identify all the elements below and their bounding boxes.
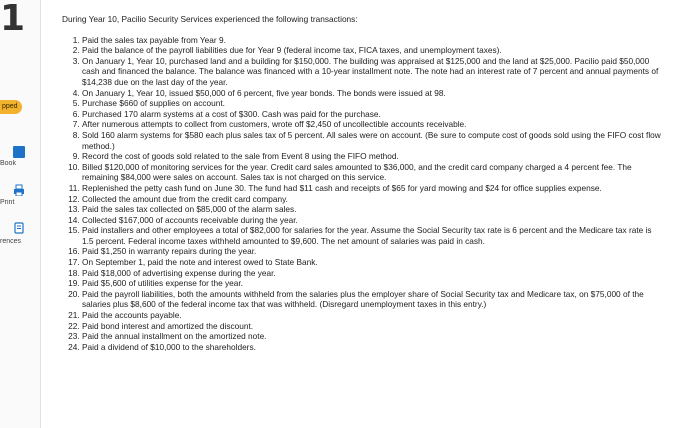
sidebar-divider [40,0,41,428]
list-item: 6. Purchased 170 alarm systems at a cost of $300. Cash was paid for the purchase. [82,109,662,120]
list-item: 1. Paid the sales tax payable from Year 9. [82,35,662,46]
list-item: 22. Paid bond interest and amortized the discount. [82,321,662,332]
list-item: 17. On September 1, paid the note and interest owed to State Bank. [82,257,662,268]
book-icon[interactable] [13,146,25,158]
list-item: 14. Collected $167,000 of accounts receivable during the year. [82,215,662,226]
print-icon[interactable] [13,184,25,196]
list-item: 5. Purchase $660 of supplies on account. [82,98,662,109]
list-item: 16. Paid $1,250 in warranty repairs during the year. [82,246,662,257]
list-item: 23. Paid the annual installment on the amortized note. [82,331,662,342]
list-item: 7. After numerous attempts to collect from customers, wrote off $2,450 of uncollectible accounts receivable. [82,119,662,130]
list-item: 12. Collected the amount due from the credit card company. [82,194,662,205]
list-item: 3. On January 1, Year 10, purchased land and a building for $150,000. The building was appraised at $125,000 and the land at $25,000. Pacilio paid $50,000 cash and financed the balance. The balance was financed with a 10-year installment note. The note had an interest rate of 7 percent and annual payments of $14,238 due on the last day of the year. [82,56,662,88]
question-intro: During Year 10, Pacilio Security Services experienced the following transactions: [62,14,358,24]
left-sidebar [0,0,40,428]
list-item: 13. Paid the sales tax collected on $85,000 of the alarm sales. [82,204,662,215]
list-item: 18. Paid $18,000 of advertising expense during the year. [82,268,662,279]
list-item: 19. Paid $5,600 of utilities expense for the year. [82,278,662,289]
sidebar-item-book[interactable]: Book [0,160,16,167]
page-number: 1 [0,0,26,39]
list-item: 2. Paid the balance of the payroll liabilities due for Year 9 (federal income tax, FICA taxes, and unemployment taxes). [82,45,662,56]
list-item: 9. Record the cost of goods sold related to the sale from Event 8 using the FIFO method. [82,151,662,162]
list-item: 11. Replenished the petty cash fund on June 30. The fund had $11 cash and receipts of $65 for yard mowing and $24 for office supplies expense. [82,183,662,194]
sidebar-item-print[interactable]: Print [0,199,15,206]
question-content [62,14,662,352]
skipped-badge[interactable]: pped [0,100,22,114]
transaction-list [62,35,662,353]
list-item: 10. Billed $120,000 of monitoring services for the year. Credit card sales amounted to $36,000, and the credit card company charged a 4 percent fee. The remaining $84,000 were sales on account. Sales tax is not charged on this service. [82,162,662,183]
list-item: 21. Paid the accounts payable. [82,310,662,321]
list-item: 4. On January 1, Year 10, issued $50,000 of 6 percent, five year bonds. The bonds were issued at 98. [82,88,662,99]
list-item: 8. Sold 160 alarm systems for $580 each plus sales tax of 5 percent. All sales were on account. (Be sure to compute cost of goods sold using the FIFO cost flow method.) [82,130,662,151]
sidebar-item-references[interactable]: rences [0,238,22,245]
list-item: 24. Paid a dividend of $10,000 to the shareholders. [82,342,662,353]
list-item: 15. Paid installers and other employees a total of $82,000 for salaries for the year. Assume the Social Security tax rate is 6 percent and the Medicare tax rate is 1.5 percent. Federal income taxes withheld amounted to $9,600. The net amount of salaries was paid in cash. [82,225,662,246]
references-icon[interactable] [13,222,25,234]
list-item: 20. Paid the payroll liabilities, both the amounts withheld from the salaries plus the employer share of Social Security tax and Medicare tax, on $75,000 of the salaries plus $8,600 of the federal income tax that was withheld. (Disregard unemployment taxes in this entry.) [82,289,662,310]
